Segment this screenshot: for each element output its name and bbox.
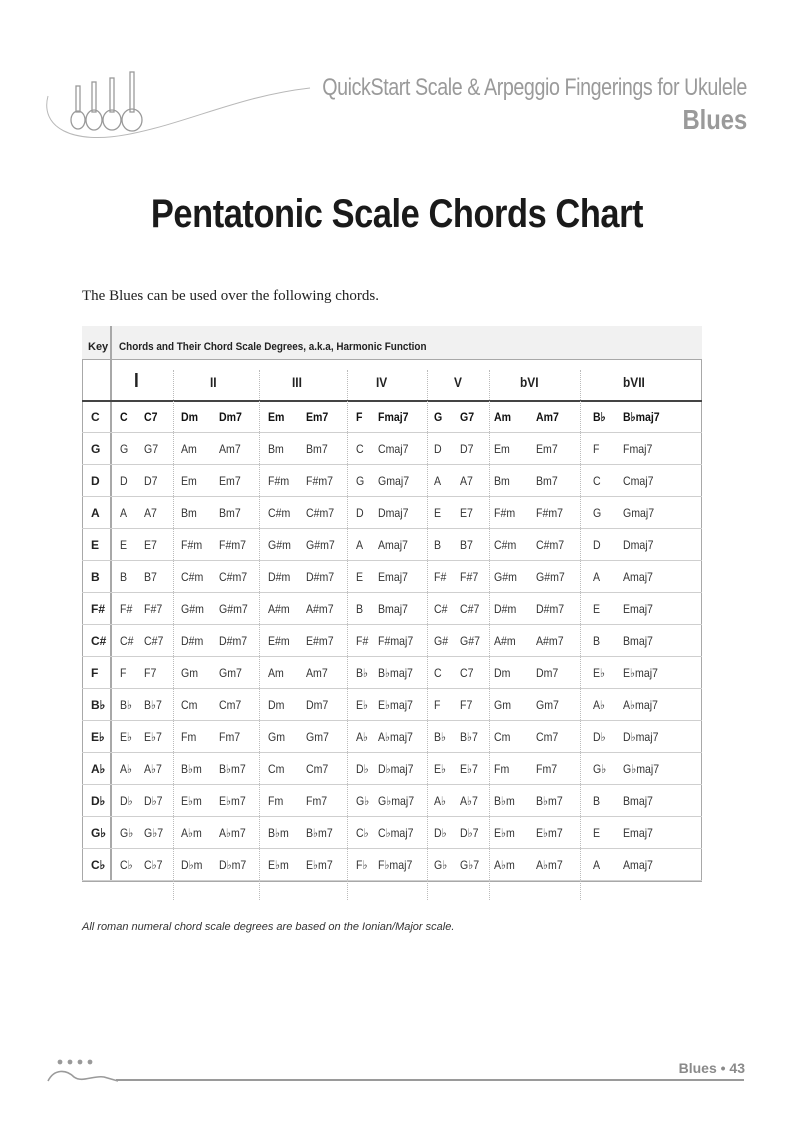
row-key: D xyxy=(91,474,100,488)
chord-cell: E♭ xyxy=(356,698,369,712)
row-divider xyxy=(82,656,702,657)
chord-cell: Dm xyxy=(494,666,511,680)
chord-cell: Gmaj7 xyxy=(623,506,655,520)
column-divider xyxy=(489,370,490,900)
chord-cell: G#m xyxy=(268,538,291,552)
chord-cell: A xyxy=(434,474,442,488)
degree-bvii: bVII xyxy=(623,374,645,390)
chord-cell: A♭m7 xyxy=(536,858,563,872)
row-key: B♭ xyxy=(91,698,106,712)
chord-cell: G xyxy=(434,410,443,424)
chord-cell: F# xyxy=(434,570,447,584)
row-key: C xyxy=(91,410,100,424)
chord-cell: C♭ xyxy=(356,826,369,840)
chord-cell: Dm xyxy=(268,698,285,712)
chord-cell: Fm xyxy=(268,794,284,808)
footnote: All roman numeral chord scale degrees are based on the Ionian/Major scale. xyxy=(82,921,455,933)
chord-cell: A xyxy=(356,538,364,552)
chord-cell: D♭maj7 xyxy=(378,762,414,776)
chord-cell: F7 xyxy=(144,666,157,680)
degree-iv: IV xyxy=(376,374,388,390)
chord-cell: C#m7 xyxy=(536,538,565,552)
chord-cell: B xyxy=(593,794,601,808)
chord-cell: Em xyxy=(268,410,285,424)
row-divider xyxy=(82,848,702,849)
chord-cell: G#m xyxy=(494,570,517,584)
chord-cell: C xyxy=(434,666,442,680)
chord-cell: Bm xyxy=(268,442,284,456)
chord-cell: Cmaj7 xyxy=(378,442,409,456)
chord-cell: B♭maj7 xyxy=(378,666,413,680)
chord-cell: Cm7 xyxy=(219,698,242,712)
row-divider xyxy=(82,816,702,817)
row-divider xyxy=(82,624,702,625)
chord-cell: G♭maj7 xyxy=(378,794,415,808)
chord-cell: B♭ xyxy=(356,666,369,680)
chord-cell: Am xyxy=(494,410,512,424)
chord-cell: Amaj7 xyxy=(378,538,408,552)
row-key: A xyxy=(91,506,100,520)
row-key: G♭ xyxy=(91,826,106,840)
chord-cell: B♭maj7 xyxy=(623,410,660,424)
chord-cell: D♭ xyxy=(593,730,606,744)
chord-cell: A♭7 xyxy=(460,794,478,808)
chord-cell: F#7 xyxy=(144,602,163,616)
chord-cell: F#m7 xyxy=(219,538,247,552)
chord-cell: D7 xyxy=(460,442,474,456)
chord-cell: Fmaj7 xyxy=(378,410,409,424)
chord-cell: D#m7 xyxy=(536,602,565,616)
chord-cell: D#m xyxy=(494,602,517,616)
chord-cell: D♭7 xyxy=(460,826,479,840)
chord-cell: A xyxy=(593,570,601,584)
chord-cell: F7 xyxy=(460,698,473,712)
chord-cell: A♭m7 xyxy=(219,826,246,840)
chord-cell: B♭m xyxy=(181,762,202,776)
chord-cell: G♭ xyxy=(356,794,370,808)
chord-cell: Bm7 xyxy=(219,506,241,520)
chord-cell: F#maj7 xyxy=(378,634,414,648)
chord-cell: F#m xyxy=(494,506,516,520)
chord-cell: C7 xyxy=(460,666,474,680)
row-divider xyxy=(82,464,702,465)
chord-cell: Bmaj7 xyxy=(378,602,408,616)
row-divider xyxy=(82,528,702,529)
chord-cell: D xyxy=(120,474,128,488)
chord-cell: Bm xyxy=(181,506,197,520)
chord-cell: A#m7 xyxy=(536,634,564,648)
chord-cell: D♭7 xyxy=(144,794,163,808)
chord-cell: A#m xyxy=(494,634,516,648)
chord-cell: E xyxy=(593,826,601,840)
chord-cell: A♭m xyxy=(181,826,202,840)
chord-cell: F#m7 xyxy=(536,506,564,520)
chord-cell: E♭7 xyxy=(144,730,162,744)
chord-cell: Cm xyxy=(268,762,285,776)
chord-cell: Fm xyxy=(494,762,510,776)
chord-cell: F# xyxy=(356,634,369,648)
chord-cell: G#m7 xyxy=(219,602,248,616)
chord-cell: Dm7 xyxy=(306,698,329,712)
chord-cell: G♭7 xyxy=(460,858,480,872)
chord-cell: C#m7 xyxy=(306,506,335,520)
chord-cell: E7 xyxy=(460,506,473,520)
chord-cell: Cmaj7 xyxy=(623,474,654,488)
chord-cell: E♭ xyxy=(120,730,133,744)
chord-cell: D#m xyxy=(181,634,204,648)
chord-cell: Fm xyxy=(181,730,197,744)
row-key: E♭ xyxy=(91,730,105,744)
chord-cell: E♭maj7 xyxy=(378,698,413,712)
chord-cell: E xyxy=(120,538,128,552)
chord-cell: D♭ xyxy=(120,794,133,808)
chord-cell: Gm7 xyxy=(306,730,329,744)
row-key: C♭ xyxy=(91,858,106,872)
chord-cell: B♭ xyxy=(434,730,447,744)
chord-cell: Amaj7 xyxy=(623,570,653,584)
chord-cell: A♭ xyxy=(356,730,369,744)
chord-cell: Fm7 xyxy=(219,730,241,744)
chord-cell: G#m7 xyxy=(536,570,565,584)
chord-cell: F xyxy=(356,410,363,424)
chord-cell: E xyxy=(356,570,364,584)
chord-cell: Emaj7 xyxy=(623,826,653,840)
chord-cell: A xyxy=(593,858,601,872)
chord-cell: Em7 xyxy=(306,410,329,424)
degree-bvi: bVI xyxy=(520,374,539,390)
chord-cell: E♭m7 xyxy=(536,826,563,840)
chord-cell: B xyxy=(356,602,364,616)
chord-cell: Fmaj7 xyxy=(623,442,653,456)
chord-cell: A♭ xyxy=(120,762,133,776)
chord-cell: Bm7 xyxy=(536,474,558,488)
chord-cell: Am xyxy=(181,442,197,456)
chord-cell: Cm7 xyxy=(536,730,559,744)
chord-cell: C#7 xyxy=(144,634,164,648)
chord-cell: C#m7 xyxy=(219,570,248,584)
chord-cell: B7 xyxy=(144,570,157,584)
chord-cell: Cm xyxy=(181,698,198,712)
chord-cell: Bmaj7 xyxy=(623,794,653,808)
page-number: Blues • 43 xyxy=(678,1060,745,1076)
chord-cell: D#m7 xyxy=(219,634,248,648)
chords-chart xyxy=(82,326,706,904)
page-title: Pentatonic Scale Chords Chart xyxy=(150,192,644,236)
chord-cell: Dm xyxy=(181,410,199,424)
chord-cell: G7 xyxy=(144,442,159,456)
footer-rule xyxy=(116,1079,744,1081)
degree-ii: II xyxy=(210,374,217,390)
chord-cell: F♭ xyxy=(356,858,368,872)
chord-cell: C#m xyxy=(181,570,204,584)
row-divider xyxy=(82,720,702,721)
chord-cell: C#m xyxy=(494,538,517,552)
chord-cell: A♭ xyxy=(593,698,606,712)
chord-cell: C xyxy=(593,474,601,488)
chord-cell: G# xyxy=(434,634,449,648)
chord-cell: C7 xyxy=(144,410,158,424)
chord-cell: Emaj7 xyxy=(623,602,653,616)
chord-cell: G♭7 xyxy=(144,826,164,840)
chord-cell: Gm xyxy=(181,666,199,680)
chord-cell: D#m7 xyxy=(306,570,335,584)
chord-cell: E#m7 xyxy=(306,634,334,648)
chord-cell: G♭ xyxy=(434,858,448,872)
chord-cell: G#7 xyxy=(460,634,480,648)
key-column-divider xyxy=(110,326,112,882)
row-divider xyxy=(82,880,702,881)
column-divider xyxy=(580,370,581,900)
chord-cell: Cm xyxy=(494,730,511,744)
chord-cell: A♭7 xyxy=(144,762,162,776)
chord-cell: Am7 xyxy=(306,666,328,680)
chord-cell: Am xyxy=(268,666,284,680)
column-divider xyxy=(427,370,428,900)
chord-cell: D xyxy=(593,538,601,552)
chord-cell: B7 xyxy=(460,538,473,552)
row-key: E xyxy=(91,538,100,552)
chord-cell: B♭7 xyxy=(144,698,162,712)
chord-cell: C♭ xyxy=(120,858,133,872)
row-divider xyxy=(82,560,702,561)
chord-cell: B xyxy=(120,570,128,584)
chord-cell: Dm7 xyxy=(219,410,242,424)
chord-cell: D♭maj7 xyxy=(623,730,659,744)
chord-cell: Am7 xyxy=(219,442,241,456)
chord-cell: A♭ xyxy=(434,794,447,808)
chord-cell: D♭ xyxy=(356,762,369,776)
chord-cell: F#m xyxy=(181,538,203,552)
chord-cell: A#m xyxy=(268,602,290,616)
chord-cell: C# xyxy=(120,634,134,648)
chord-cell: A7 xyxy=(144,506,157,520)
row-key: F# xyxy=(91,602,106,616)
row-divider xyxy=(82,688,702,689)
column-divider xyxy=(347,370,348,900)
chord-cell: Bm xyxy=(494,474,510,488)
column-divider xyxy=(173,370,174,900)
chord-cell: B♭ xyxy=(593,410,606,424)
chord-cell: B♭m xyxy=(494,794,515,808)
chord-cell: F#m xyxy=(268,474,290,488)
chord-cell: Fm7 xyxy=(306,794,328,808)
chord-cell: G xyxy=(120,442,129,456)
chord-cell: E xyxy=(593,602,601,616)
chord-cell: E xyxy=(434,506,442,520)
chord-cell: Gm xyxy=(268,730,286,744)
chord-cell: B♭m7 xyxy=(306,826,333,840)
chord-cell: Bmaj7 xyxy=(623,634,653,648)
chord-cell: B♭m7 xyxy=(219,762,246,776)
chord-cell: A#m7 xyxy=(306,602,334,616)
row-divider xyxy=(82,496,702,497)
chord-cell: Cm7 xyxy=(306,762,329,776)
chord-cell: C xyxy=(120,410,128,424)
chord-cell: E♭ xyxy=(593,666,606,680)
chord-cell: G xyxy=(593,506,602,520)
chord-cell: G#m xyxy=(181,602,204,616)
chord-cell: G♭ xyxy=(593,762,607,776)
row-key: C# xyxy=(91,634,107,648)
chord-cell: F xyxy=(593,442,600,456)
chord-cell: B♭m7 xyxy=(536,794,563,808)
row-divider xyxy=(82,432,702,433)
chord-cell: E♭m xyxy=(181,794,202,808)
chord-cell: C♭maj7 xyxy=(378,826,414,840)
chord-cell: Em7 xyxy=(219,474,241,488)
chord-cell: D♭ xyxy=(434,826,447,840)
chord-cell: C♭7 xyxy=(144,858,163,872)
chord-cell: F♭maj7 xyxy=(378,858,413,872)
chord-cell: G♭ xyxy=(120,826,134,840)
chord-cell: E♭m xyxy=(268,858,289,872)
ukulele-illustration xyxy=(40,66,320,146)
row-key: A♭ xyxy=(91,762,106,776)
chord-cell: E♭maj7 xyxy=(623,666,658,680)
chord-cell: F xyxy=(120,666,127,680)
chord-cell: D♭m7 xyxy=(219,858,247,872)
chord-cell: A7 xyxy=(460,474,473,488)
key-column-label: Key xyxy=(88,341,109,353)
chord-cell: E♭m7 xyxy=(306,858,333,872)
chord-cell: G xyxy=(356,474,365,488)
chord-cell: B♭ xyxy=(120,698,133,712)
chord-cell: E♭7 xyxy=(460,762,478,776)
row-divider xyxy=(82,784,702,785)
row-key: D♭ xyxy=(91,794,106,808)
chord-cell: B xyxy=(593,634,601,648)
chord-cell: F#7 xyxy=(460,570,479,584)
chord-cell: D xyxy=(434,442,442,456)
chord-cell: A♭m xyxy=(494,858,515,872)
chord-cell: Em xyxy=(494,442,510,456)
chord-cell: E#m xyxy=(268,634,290,648)
chord-cell: G#m7 xyxy=(306,538,335,552)
chord-cell: C#m xyxy=(268,506,291,520)
degree-row-divider xyxy=(82,400,702,402)
chord-cell: Am7 xyxy=(536,410,559,424)
row-key: G xyxy=(91,442,101,456)
chord-cell: Amaj7 xyxy=(623,858,653,872)
chord-cell: G7 xyxy=(460,410,475,424)
chord-cell: D7 xyxy=(144,474,158,488)
chord-cell: D xyxy=(356,506,364,520)
column-divider xyxy=(259,370,260,900)
chord-cell: Gm xyxy=(494,698,512,712)
chord-cell: Bm7 xyxy=(306,442,328,456)
footer-ornament xyxy=(44,1055,124,1085)
chord-cell: E♭ xyxy=(434,762,447,776)
chord-cell: E7 xyxy=(144,538,157,552)
chord-cell: D#m xyxy=(268,570,291,584)
degree-iii: III xyxy=(292,374,302,390)
row-key: F xyxy=(91,666,99,680)
row-key: B xyxy=(91,570,100,584)
chord-cell: B xyxy=(434,538,442,552)
chord-cell: B♭7 xyxy=(460,730,478,744)
chord-cell: F# xyxy=(120,602,133,616)
degree-i: I xyxy=(134,370,139,392)
chord-cell: Em7 xyxy=(536,442,558,456)
chord-cell: Gmaj7 xyxy=(378,474,410,488)
chord-cell: Gm7 xyxy=(219,666,242,680)
chord-cell: A♭maj7 xyxy=(378,730,413,744)
chord-cell: C#7 xyxy=(460,602,480,616)
chord-cell: G♭maj7 xyxy=(623,762,660,776)
chord-cell: A♭maj7 xyxy=(623,698,658,712)
chord-cell: Dm7 xyxy=(536,666,559,680)
row-divider xyxy=(82,752,702,753)
chart-header-text: Chords and Their Chord Scale Degrees, a.k.a, Harmonic Function xyxy=(119,341,427,353)
chord-cell: Fm7 xyxy=(536,762,558,776)
intro-text: The Blues can be used over the following chords. xyxy=(82,288,380,304)
degree-v: V xyxy=(454,374,462,390)
chord-cell: F#m7 xyxy=(306,474,334,488)
row-divider xyxy=(82,592,702,593)
chord-cell: C xyxy=(356,442,364,456)
chord-cell: C# xyxy=(434,602,448,616)
chord-cell: F xyxy=(434,698,441,712)
section-title: Blues xyxy=(682,104,747,135)
chord-cell: D♭m xyxy=(181,858,203,872)
chord-cell: Emaj7 xyxy=(378,570,408,584)
chord-cell: A xyxy=(120,506,128,520)
chord-cell: Gm7 xyxy=(536,698,559,712)
chord-cell: E♭m xyxy=(494,826,515,840)
chord-cell: Dmaj7 xyxy=(623,538,654,552)
chord-cell: E♭m7 xyxy=(219,794,246,808)
chord-cell: Dmaj7 xyxy=(378,506,409,520)
chord-cell: Em xyxy=(181,474,197,488)
chord-cell: B♭m xyxy=(268,826,289,840)
series-title: QuickStart Scale & Arpeggio Fingerings for Ukulele xyxy=(322,74,747,101)
